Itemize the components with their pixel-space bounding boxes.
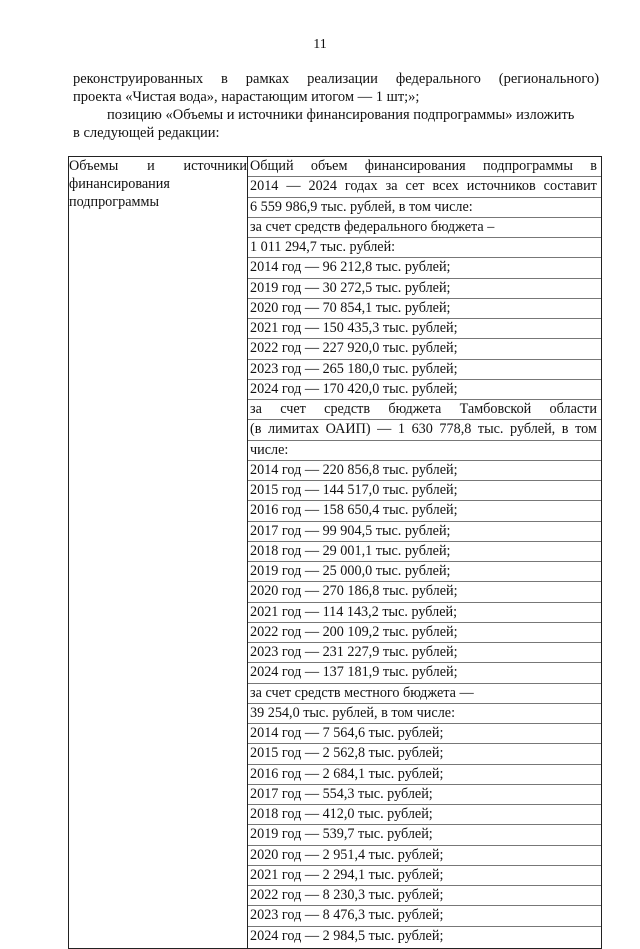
content-line: 2018 год — 29 001,1 тыс. рублей; [248, 542, 601, 562]
content-line: 2017 год — 99 904,5 тыс. рублей; [248, 522, 601, 542]
funding-table [68, 156, 602, 949]
label-word: и [147, 158, 155, 174]
content-word: 2024 [308, 178, 337, 195]
content-line: 2017 год — 554,3 тыс. рублей; [248, 785, 601, 805]
content-word: области [549, 401, 597, 417]
intro-word: рамках [245, 71, 290, 87]
content-line: 2019 год — 539,7 тыс. рублей; [248, 825, 601, 845]
content-word: составит [543, 178, 597, 195]
content-line: 2022 год — 8 230,3 тыс. рублей; [248, 886, 601, 906]
intro-line-2: проекта «Чистая вода», нарастающим итогом — 1 шт;»; [73, 89, 420, 105]
content-line: 39 254,0 тыс. рублей, в том числе: [248, 704, 601, 724]
content-line: 2020 год — 70 854,1 тыс. рублей; [248, 299, 601, 319]
content-line: 2018 год — 412,0 тыс. рублей; [248, 805, 601, 825]
label-line-3: подпрограммы [69, 194, 159, 210]
content-word: Тамбовской [459, 401, 532, 417]
content-word: финансирования [364, 158, 466, 174]
content-word: за [250, 401, 262, 417]
content-word: всех [432, 178, 459, 195]
content-word: — [377, 421, 392, 438]
content-word: средств [324, 401, 371, 417]
table-cell-label [69, 157, 248, 949]
label-line-1 [69, 157, 247, 175]
content-line: 2016 год — 158 650,4 тыс. рублей; [248, 501, 601, 521]
label-word: источники [183, 158, 247, 174]
table-row [69, 157, 602, 949]
content-word: (в [250, 421, 262, 438]
content-word: 630 [411, 421, 433, 438]
content-line: 2014 год — 7 564,6 тыс. рублей; [248, 724, 601, 744]
content-line: за счет средств местного бюджета — [248, 684, 601, 704]
content-word: подпрограммы [482, 158, 573, 174]
content-line: 2022 год — 200 109,2 тыс. рублей; [248, 623, 601, 643]
content-word: в [590, 158, 597, 174]
content-word: лимитах [268, 421, 320, 438]
content-word: том [575, 421, 597, 438]
content-line: 2023 год — 265 180,0 тыс. рублей; [248, 360, 601, 380]
intro-word: федерального [395, 71, 481, 87]
content-line: 6 559 986,9 тыс. рублей, в том числе: [248, 198, 601, 218]
content-line: 2023 год — 8 476,3 тыс. рублей; [248, 906, 601, 926]
content-line: 2024 год — 137 181,9 тыс. рублей; [248, 663, 601, 683]
content-line: за счет средств федерального бюджета – [248, 218, 601, 238]
intro-word: реализации [307, 71, 378, 87]
content-line: 2014 год — 220 856,8 тыс. рублей; [248, 461, 601, 481]
content-word: — [286, 178, 301, 195]
content-word: 778,8 [439, 421, 472, 438]
content-word: годах [344, 178, 378, 195]
intro-word: реконструированных [73, 71, 204, 87]
content-line: 2021 год — 114 143,2 тыс. рублей; [248, 603, 601, 623]
intro-line-4: в следующей редакции: [73, 125, 220, 141]
intro-line-3: позицию «Объемы и источники финансирования подпрограммы» изложить [107, 107, 575, 123]
content-line: числе: [248, 441, 601, 461]
content-line: 2024 год — 2 984,5 тыс. рублей; [250, 927, 444, 944]
content-word: источников [466, 178, 536, 195]
intro-paragraph [73, 70, 599, 142]
content-line [248, 157, 601, 177]
label-line-2: финансирования [69, 176, 170, 192]
content-word: рублей, [510, 421, 556, 438]
label-word: Объемы [69, 158, 119, 174]
content-word: бюджета [388, 401, 442, 417]
intro-word: (регионального) [498, 71, 600, 87]
content-word: сет [405, 178, 425, 195]
content-word: за [385, 178, 398, 195]
content-line: 2014 год — 96 212,8 тыс. рублей; [248, 258, 601, 278]
content-line: 2024 год — 170 420,0 тыс. рублей; [248, 380, 601, 400]
content-word: в [561, 421, 569, 438]
table-cell-content [248, 157, 602, 949]
content-line: 2021 год — 2 294,1 тыс. рублей; [248, 866, 601, 886]
content-word: 2014 [250, 178, 279, 195]
content-line: 2020 год — 2 951,4 тыс. рублей; [248, 846, 601, 866]
content-line: 2020 год — 270 186,8 тыс. рублей; [248, 582, 601, 602]
content-word: Общий [250, 158, 294, 174]
content-line: 1 011 294,7 тыс. рублей: [248, 238, 601, 258]
content-line [248, 177, 601, 197]
content-line: 2015 год — 2 562,8 тыс. рублей; [248, 744, 601, 764]
content-line [248, 400, 601, 420]
content-word: тыс. [477, 421, 504, 438]
content-word: 1 [397, 421, 405, 438]
page-number: 11 [313, 37, 327, 52]
content-line: 2015 год — 144 517,0 тыс. рублей; [248, 481, 601, 501]
content-line: 2019 год — 30 272,5 тыс. рублей; [248, 279, 601, 299]
intro-word: в [221, 71, 228, 87]
content-word: ОАИП) [325, 421, 371, 438]
content-line [248, 420, 601, 440]
content-line: 2023 год — 231 227,9 тыс. рублей; [248, 643, 601, 663]
content-line: 2016 год — 2 684,1 тыс. рублей; [248, 765, 601, 785]
content-word: объем [310, 158, 348, 174]
content-word: счет [280, 401, 306, 417]
intro-line-1 [73, 70, 599, 88]
content-line: 2019 год — 25 000,0 тыс. рублей; [248, 562, 601, 582]
content-line: 2021 год — 150 435,3 тыс. рублей; [248, 319, 601, 339]
content-line: 2022 год — 227 920,0 тыс. рублей; [248, 339, 601, 359]
